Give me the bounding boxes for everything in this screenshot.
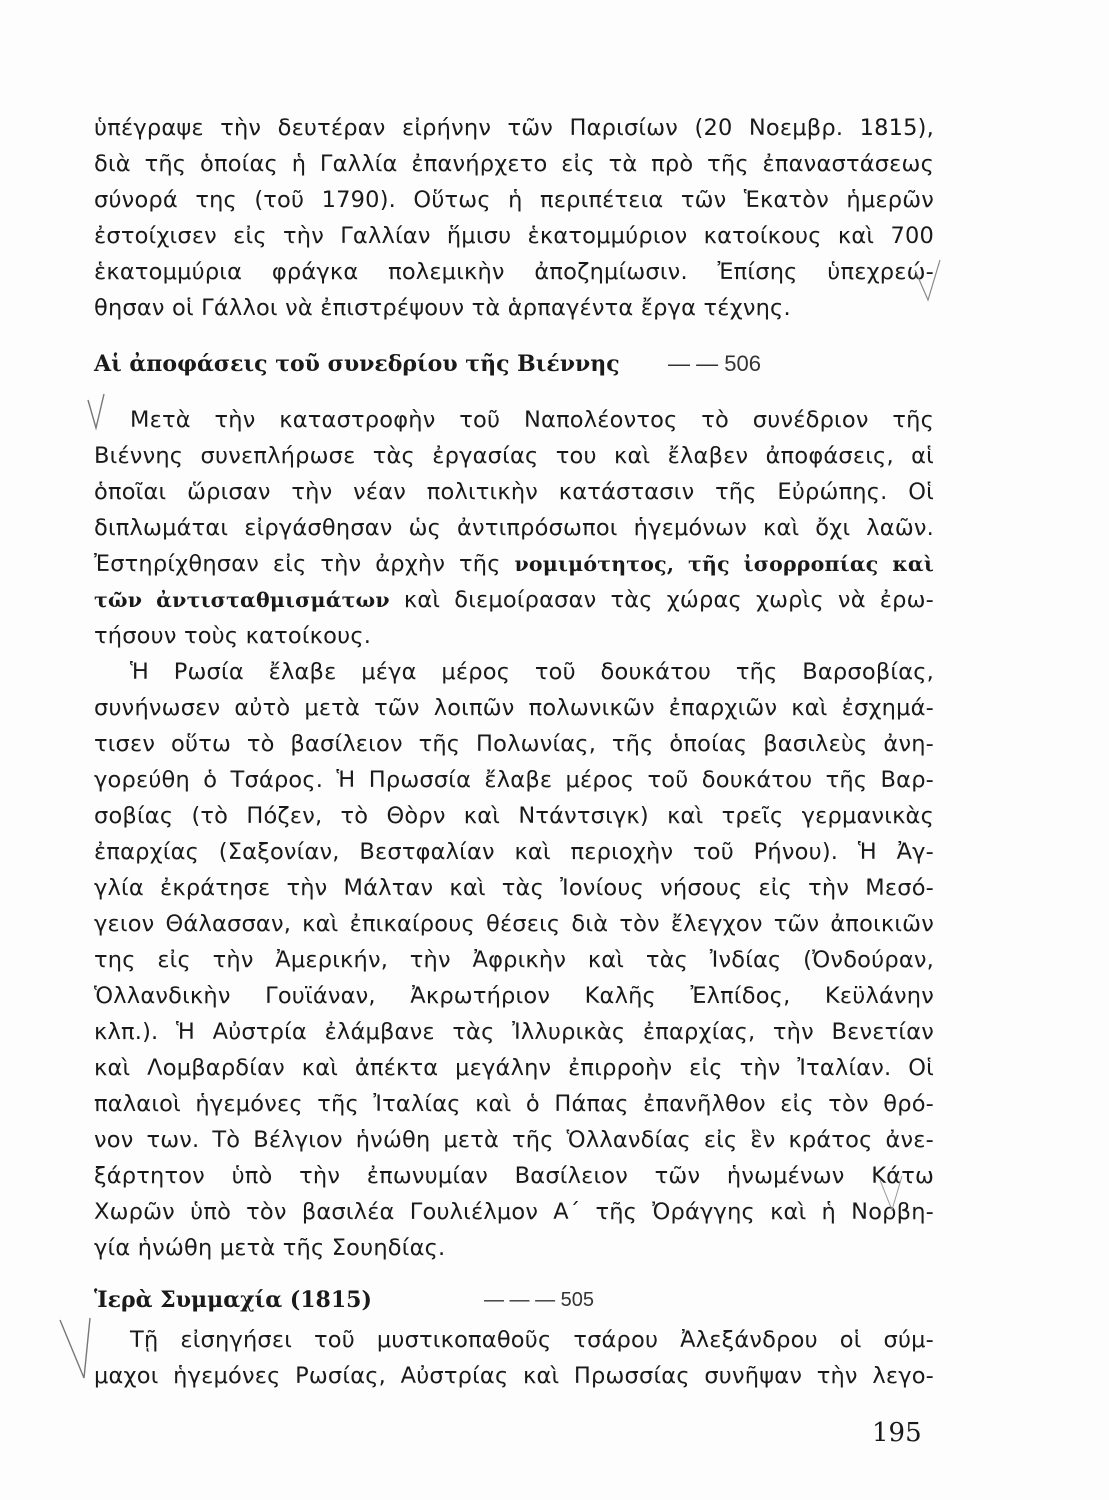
text-line: γειον Θάλασσαν, καὶ ἐπικαίρους θέσεις διὰ τὸν ἔλεγχον τῶν ἀποικιῶν bbox=[94, 911, 934, 937]
text-line: συνήνωσεν αὐτὸ μετὰ τῶν λοιπῶν πολωνικῶν ἐπαρχιῶν καὶ ἐσχημά- bbox=[94, 695, 934, 721]
text-line: τισεν οὕτω τὸ βασίλειον τῆς Πολωνίας, τῆς ὁποίας βασιλεὺς ἀνη- bbox=[94, 731, 934, 757]
text-line: Χωρῶν ὑπὸ τὸν βασιλέα Γουλιέλμον Α΄ τῆς Ὀράγγης καὶ ἡ Νορβη- bbox=[94, 1199, 934, 1225]
text-line: ξάρτητον ὑπὸ τὴν ἐπωνυμίαν Βασίλειον τῶν ἡνωμένων Κάτω bbox=[94, 1163, 934, 1189]
text-line: διπλωμάται εἰργάσθησαν ὡς ἀντιπρόσωποι ἡγεμόνων καὶ ὄχι λαῶν. bbox=[94, 515, 934, 541]
text-line: Βιέννης συνεπλήρωσε τὰς ἐργασίας του καὶ ἔλαβεν ἀποφάσεις, αἱ bbox=[94, 443, 934, 469]
text-line: ἐπαρχίας (Σαξονίαν, Βεστφαλίαν καὶ περιοχὴν τοῦ Ρήνου). Ἡ Ἀγ- bbox=[94, 839, 934, 865]
text-line: Ὁλλανδικὴν Γουϊάναν, Ἀκρωτήριον Καλῆς Ἐλπίδος, Κεϋλάνην bbox=[94, 983, 934, 1009]
section-heading-holy-alliance: Ἱερὰ Συμμαχία (1815) bbox=[94, 1287, 372, 1313]
text-line: ἑκατομμύρια φράγκα πολεμικὴν ἀποζημίωσιν. Ἐπίσης ὑπεχρεώ- bbox=[94, 259, 934, 285]
text-line: Τῇ εἰσηγήσει τοῦ μυστικοπαθοῦς τσάρου Ἀλεξάνδρου οἱ σύμ- bbox=[130, 1327, 934, 1353]
text-line: νον των. Τὸ Βέλγιον ἡνώθη μετὰ τῆς Ὁλλανδίας εἰς ἓν κράτος ἀνε- bbox=[94, 1127, 934, 1153]
text-line: Μετὰ τὴν καταστροφὴν τοῦ Ναπολέοντος τὸ συνέδριον τῆς bbox=[130, 407, 934, 433]
text-line: θησαν οἱ Γάλλοι νὰ ἐπιστρέψουν τὰ ἁρπαγέντα ἔργα τέχνης. bbox=[94, 295, 791, 321]
text-line: της εἰς τὴν Ἀμερικήν, τὴν Ἀφρικὴν καὶ τὰς Ἰνδίας (Ὀνδούραν, bbox=[94, 947, 934, 973]
text-line: ὁποῖαι ὥρισαν τὴν νέαν πολιτικὴν κατάστασιν τῆς Εὐρώπης. Οἱ bbox=[94, 479, 934, 505]
text-line: ὑπέγραψε τὴν δευτέραν εἰρήνην τῶν Παρισίων (20 Νοεμβρ. 1815), bbox=[94, 115, 934, 141]
text-run: Ἐστηρίχθησαν εἰς τὴν ἀρχὴν τῆς bbox=[94, 551, 501, 577]
margin-note: — — 506 bbox=[668, 351, 761, 376]
text-line: μαχοι ἡγεμόνες Ρωσίας, Αὐστρίας καὶ Πρωσσίας συνῆψαν τὴν λεγο- bbox=[94, 1363, 934, 1389]
text-line: καὶ Λομβαρδίαν καὶ ἀπέκτα μεγάλην ἐπιρροὴν εἰς τὴν Ἰταλίαν. Οἱ bbox=[94, 1055, 934, 1081]
text-run: καὶ διεμοίρασαν τὰς χώρας χωρὶς νὰ ἐρω- bbox=[403, 587, 934, 613]
text-line: κλπ.). Ἡ Αὐστρία ἐλάμβανε τὰς Ἰλλυρικὰς ἐπαρχίας, τὴν Βενετίαν bbox=[94, 1019, 934, 1045]
text-line: διὰ τῆς ὁποίας ἡ Γαλλία ἐπανήρχετο εἰς τὰ πρὸ τῆς ἐπαναστάσεως bbox=[94, 151, 934, 177]
section-heading-vienna: Αἱ ἀποφάσεις τοῦ συνεδρίου τῆς Βιέννης bbox=[94, 351, 620, 377]
checkmark-icon bbox=[60, 1318, 90, 1378]
text-line-mixed bbox=[94, 582, 934, 618]
text-line: ἐστοίχισεν εἰς τὴν Γαλλίαν ἥμισυ ἑκατομμύριον κατοίκους καὶ 700 bbox=[94, 223, 934, 249]
text-line: γλία ἐκράτησε τὴν Μάλταν καὶ τὰς Ἰονίους νήσους εἰς τὴν Μεσό- bbox=[94, 875, 934, 901]
text-line: σύνορά της (τοῦ 1790). Οὕτως ἡ περιπέτεια τῶν Ἑκατὸν ἡμερῶν bbox=[94, 187, 934, 213]
text-line: γία ἡνώθη μετὰ τῆς Σουηδίας. bbox=[94, 1235, 446, 1261]
margin-note: — — — 505 bbox=[484, 1289, 595, 1311]
text-line-mixed bbox=[94, 546, 934, 582]
text-line: Ἡ Ρωσία ἔλαβε μέγα μέρος τοῦ δουκάτου τῆς Βαρσοβίας, bbox=[130, 659, 934, 685]
text-line: τήσουν τοὺς κατοίκους. bbox=[94, 623, 372, 649]
checkmark-icon bbox=[88, 394, 104, 428]
bold-term: νομιμότητος, τῆς ἰσορροπίας καὶ bbox=[514, 552, 935, 576]
text-line: γορεύθη ὁ Τσάρος. Ἡ Πρωσσία ἔλαβε μέρος τοῦ δουκάτου τῆς Βαρ- bbox=[94, 767, 934, 793]
text-line: σοβίας (τὸ Πόζεν, τὸ Θὸρν καὶ Ντάντσιγκ) καὶ τρεῖς γερμανικὰς bbox=[94, 803, 934, 829]
bold-term: τῶν ἀντισταθμισμάτων bbox=[94, 588, 390, 612]
text-line: παλαιοὶ ἡγεμόνες τῆς Ἰταλίας καὶ ὁ Πάπας ἐπανῆλθον εἰς τὸν θρό- bbox=[94, 1091, 934, 1117]
page-number: 195 bbox=[872, 1418, 922, 1448]
